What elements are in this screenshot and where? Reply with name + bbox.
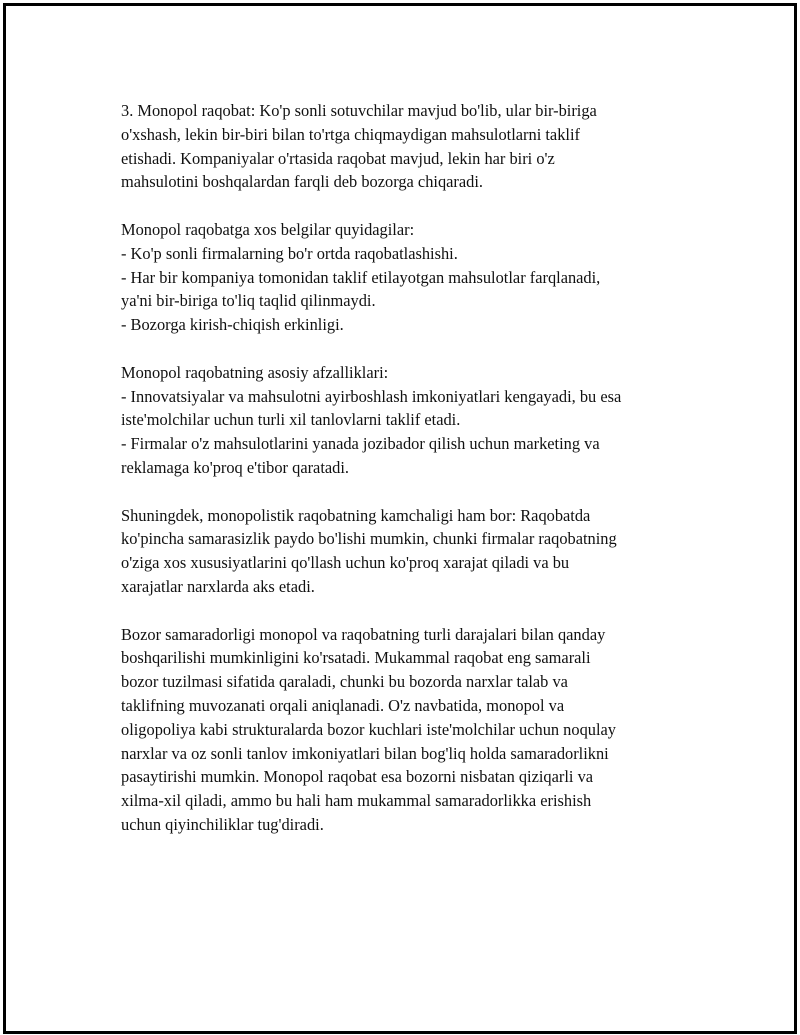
text-line: mahsulotini boshqalardan farqli deb bozorga chiqaradi.: [121, 172, 484, 192]
paragraph-advantages-list: [121, 361, 701, 480]
text-line: Monopol raqobatning asosiy afzalliklari:: [121, 362, 389, 382]
text-line: xarajatlar narxlarda aks etadi.: [121, 576, 315, 596]
text-line: etishadi. Kompaniyalar o'rtasida raqobat mavjud, lekin har biri o'z: [121, 148, 555, 168]
text-line: uchun qiyinchiliklar tug'diradi.: [121, 814, 324, 834]
text-line: xilma-xil qiladi, ammo bu hali ham mukammal samaradorlikka erishish: [121, 791, 592, 811]
text-line: taklifning muvozanati orqali aniqlanadi. O'z navbatida, monopol va: [121, 695, 565, 715]
text-line: narxlar va oz sonli tanlov imkoniyatlari bilan bog'liq holda samaradorlikni: [121, 743, 609, 763]
text-line: boshqarilishi mumkinligini ko'rsatadi. Mukammal raqobat eng samarali: [121, 648, 591, 668]
text-line: ya'ni bir-biriga to'liq taqlid qilinmaydi.: [121, 291, 376, 311]
text-line: Bozor samaradorligi monopol va raqobatning turli darajalari bilan qanday: [121, 624, 606, 644]
text-line: 3. Monopol raqobat: Ko'p sonli sotuvchilar mavjud bo'lib, ular bir-biriga: [121, 101, 597, 120]
text-line: Shuningdek, monopolistik raqobatning kamchaligi ham bor: Raqobatda: [121, 505, 591, 525]
text-line: oligopoliya kabi strukturalarda bozor kuchlari iste'molchilar uchun noqulay: [121, 719, 616, 739]
text-line: ko'pincha samarasizlik paydo bo'lishi mumkin, chunki firmalar raqobatning: [121, 529, 617, 549]
list-item: - Firmalar o'z mahsulotlarini yanada jozibador qilish uchun marketing va: [121, 434, 600, 454]
list-item: - Bozorga kirish-chiqish erkinligi.: [121, 315, 344, 335]
text-line: o'xshash, lekin bir-biri bilan to'rtga chiqmaydigan mahsulotlarni taklif: [121, 124, 580, 144]
paragraph-monopol-raqobat-definition: [121, 99, 701, 194]
document-body: [121, 99, 701, 861]
paragraph-disadvantages: [121, 504, 701, 599]
page-frame: [3, 3, 797, 1034]
paragraph-market-efficiency: [121, 623, 701, 837]
text-line: o'ziga xos xususiyatlarini qo'llash uchun ko'proq xarajat qiladi va bu: [121, 553, 570, 573]
text-line: bozor tuzilmasi sifatida qaraladi, chunki bu bozorda narxlar talab va: [121, 672, 568, 692]
list-item: - Innovatsiyalar va mahsulotni ayirboshlash imkoniyatlari kengayadi, bu esa: [121, 386, 622, 406]
list-item: - Har bir kompaniya tomonidan taklif etilayotgan mahsulotlar farqlanadi,: [121, 267, 601, 287]
text-line: iste'molchilar uchun turli xil tanlovlarni taklif etadi.: [121, 410, 461, 430]
text-line: pasaytirishi mumkin. Monopol raqobat esa bozorni nisbatan qiziqarli va: [121, 767, 594, 787]
list-item: - Ko'p sonli firmalarning bo'r ortda raqobatlashishi.: [121, 243, 458, 263]
text-line: reklamaga ko'proq e'tibor qaratadi.: [121, 457, 349, 477]
text-line: Monopol raqobatga xos belgilar quyidagilar:: [121, 219, 415, 239]
paragraph-features-list: [121, 218, 701, 337]
